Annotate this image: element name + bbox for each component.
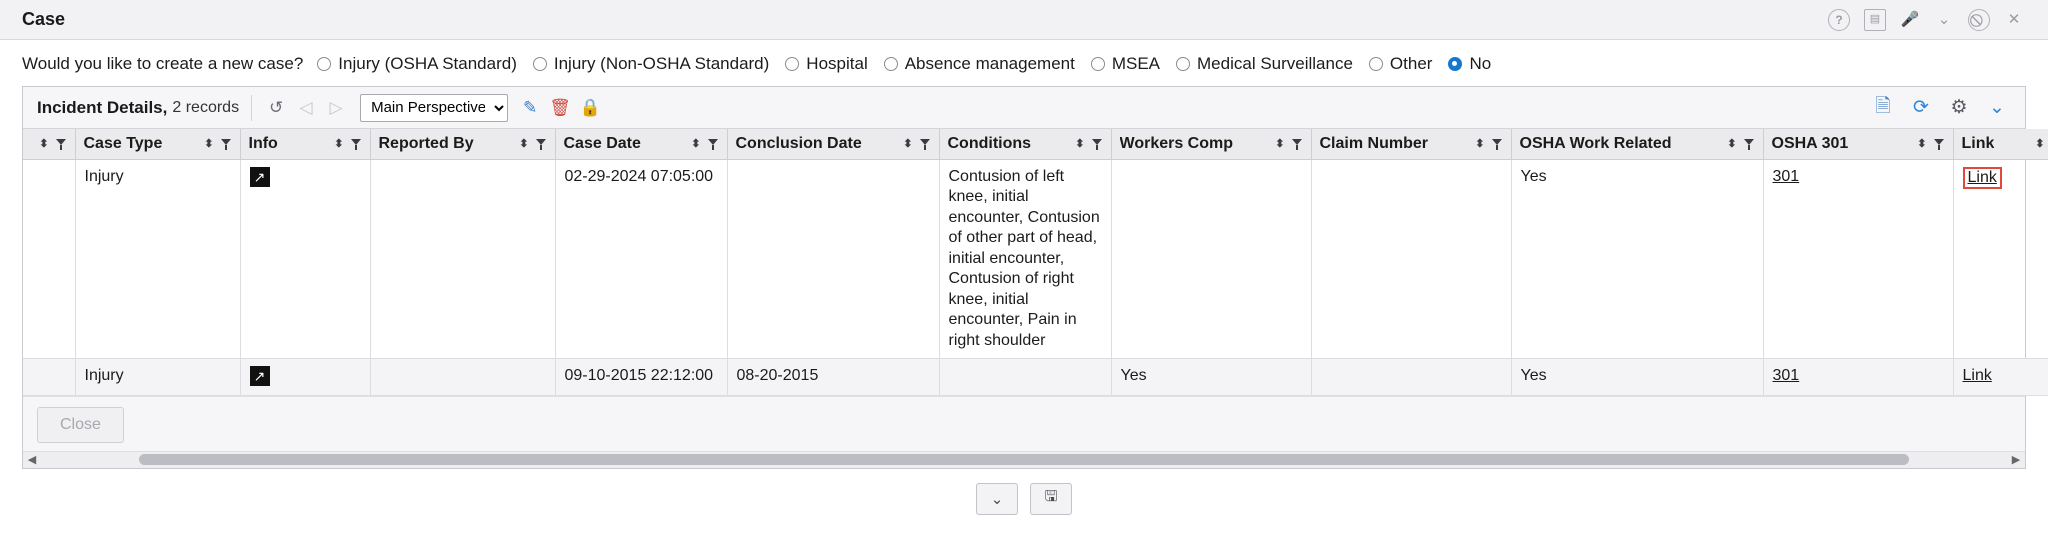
column-label: OSHA Work Related — [1519, 135, 1672, 152]
new-case-question-row — [0, 40, 2048, 86]
radio-option-hospital[interactable] — [785, 54, 867, 74]
cell-osha-301[interactable] — [1763, 359, 1953, 395]
perspective-select[interactable] — [360, 94, 508, 122]
table-row[interactable] — [23, 359, 2048, 395]
cell-case-date: 09-10-2015 22:12:00 — [555, 359, 727, 395]
column-header-conditions[interactable] — [939, 129, 1111, 160]
note-icon[interactable]: ▤ — [1864, 9, 1886, 31]
header-icons[interactable] — [691, 139, 718, 150]
sort-icon[interactable]: ⬍ — [1727, 137, 1737, 150]
radio-label: Medical Surveillance — [1197, 54, 1353, 73]
cell-info[interactable] — [240, 160, 370, 359]
header-icons[interactable] — [1727, 139, 1754, 150]
cell-reported-by — [370, 359, 555, 395]
new-case-question-label: Would you like to create a new case? — [22, 54, 304, 73]
window-controls — [1828, 9, 2038, 31]
collapse-icon[interactable]: ⌄ — [1937, 11, 1951, 28]
column-label: Workers Comp — [1119, 135, 1234, 152]
radio-button[interactable] — [533, 57, 547, 71]
column-header-info[interactable] — [240, 129, 370, 160]
cell-case-type: Injury — [75, 160, 240, 359]
case-link[interactable]: Link — [1962, 367, 1992, 385]
radio-button-selected[interactable] — [1448, 57, 1462, 71]
cell-conclusion-date: 08-20-2015 — [727, 359, 939, 395]
radio-option-medical-surveillance[interactable] — [1176, 54, 1353, 74]
incident-details-table — [23, 129, 2048, 396]
osha-301-link[interactable]: 301 — [1772, 367, 1800, 385]
radio-option-injury-non-osha[interactable] — [533, 54, 769, 74]
microphone-icon[interactable]: 🎤 — [1900, 11, 1920, 28]
close-button[interactable]: Close — [37, 407, 124, 443]
column-header-case-type[interactable] — [75, 129, 240, 160]
radio-label: Injury (OSHA Standard) — [338, 54, 517, 73]
radio-button[interactable] — [884, 57, 898, 71]
filter-icon[interactable] — [1292, 139, 1303, 150]
sort-icon[interactable]: ⬍ — [334, 137, 344, 150]
filter-icon[interactable] — [221, 139, 232, 150]
radio-button[interactable] — [1176, 57, 1190, 71]
column-header-link[interactable] — [1953, 129, 2048, 160]
save-icon[interactable]: 🖫 — [1030, 483, 1072, 515]
scroll-left-arrow[interactable]: ◀ — [27, 454, 37, 467]
column-label: Link — [1961, 135, 1995, 152]
bottom-action-bar — [0, 469, 2048, 515]
sort-icon[interactable]: ⬍ — [519, 137, 529, 150]
filter-icon[interactable] — [1092, 139, 1103, 150]
case-link[interactable]: Link — [1967, 169, 1997, 186]
column-label: Claim Number — [1319, 135, 1428, 152]
window-title: Case — [22, 9, 66, 29]
toolbar-separator — [251, 95, 252, 121]
radio-label: No — [1469, 54, 1492, 73]
header-icons[interactable] — [1075, 139, 1102, 150]
column-header-workers-comp[interactable] — [1111, 129, 1311, 160]
lock-icon[interactable]: 🔒 — [579, 97, 601, 117]
header-icons[interactable] — [903, 139, 930, 150]
grid-record-count: 2 records — [172, 98, 240, 116]
cell-conditions — [939, 359, 1111, 395]
radio-option-absence-management[interactable] — [884, 54, 1075, 74]
radio-button[interactable] — [1091, 57, 1105, 71]
grid-footer — [23, 396, 2025, 451]
trash-icon[interactable]: 🗑 — [549, 97, 571, 117]
radio-label: Injury (Non-OSHA Standard) — [553, 54, 770, 73]
cell-case-date: 02-29-2024 07:05:00 — [555, 160, 727, 359]
filter-icon[interactable] — [1934, 139, 1945, 150]
grid-toolbar — [23, 87, 2025, 129]
filter-icon[interactable] — [56, 139, 67, 150]
scroll-right-arrow[interactable]: ▶ — [2011, 454, 2021, 467]
cell-osha-work-related: Yes — [1511, 359, 1763, 395]
cell-conclusion-date — [727, 160, 939, 359]
grid-title: Incident Details, — [37, 97, 168, 117]
header-icons[interactable] — [334, 139, 361, 150]
sort-icon[interactable]: ⬍ — [903, 137, 913, 150]
chevron-double-down-icon[interactable]: ⌄ — [976, 483, 1018, 515]
window-titlebar — [0, 0, 2048, 40]
sort-icon[interactable]: ⬍ — [1275, 137, 1285, 150]
filter-icon[interactable] — [708, 139, 719, 150]
column-label: Info — [248, 135, 278, 152]
header-icons[interactable] — [1917, 139, 1944, 150]
close-icon[interactable]: ✕ — [2007, 11, 2021, 28]
radio-button[interactable] — [785, 57, 799, 71]
column-label: Conditions — [947, 135, 1032, 152]
cell-osha-work-related: Yes — [1511, 160, 1763, 359]
radio-label: Hospital — [806, 54, 868, 73]
column-label: Case Type — [83, 135, 163, 152]
sort-icon[interactable]: ⬍ — [691, 137, 701, 150]
radio-option-msea[interactable] — [1091, 54, 1160, 74]
column-label: Conclusion Date — [735, 135, 862, 152]
gear-icon[interactable]: ⚙ — [1950, 97, 1968, 118]
column-header-osha-301[interactable] — [1763, 129, 1953, 160]
table-row[interactable] — [23, 160, 2048, 359]
scrollbar-thumb[interactable] — [139, 454, 1908, 465]
link-highlight-box — [1963, 167, 2002, 189]
block-icon[interactable] — [1968, 9, 1990, 31]
filter-icon[interactable] — [536, 139, 547, 150]
column-header-conclusion-date[interactable] — [727, 129, 939, 160]
sort-icon[interactable]: ⬍ — [1475, 137, 1485, 150]
filter-icon[interactable] — [351, 139, 362, 150]
horizontal-scrollbar[interactable] — [23, 451, 2025, 468]
cell-osha-301[interactable] — [1763, 160, 1953, 359]
filter-icon[interactable] — [1492, 139, 1503, 150]
radio-label: Absence management — [904, 54, 1075, 73]
scrollbar-track[interactable] — [41, 454, 2007, 465]
header-icons[interactable] — [1475, 139, 1502, 150]
document-icon[interactable]: 🗎 — [1875, 95, 1891, 117]
cell-info[interactable] — [240, 359, 370, 395]
cell-claim-number — [1311, 359, 1511, 395]
sort-icon[interactable]: ⬍ — [1917, 137, 1927, 150]
cell-claim-number — [1311, 160, 1511, 359]
header-icons[interactable] — [39, 139, 66, 150]
cell-select[interactable] — [23, 160, 75, 359]
help-icon[interactable]: ? — [1828, 9, 1850, 31]
expand-icon[interactable]: ↗ — [250, 366, 270, 386]
column-label: Reported By — [378, 135, 474, 152]
radio-button[interactable] — [1369, 57, 1383, 71]
sort-icon[interactable]: ⬍ — [204, 137, 214, 150]
filter-icon[interactable] — [920, 139, 931, 150]
cell-case-type: Injury — [75, 359, 240, 395]
header-icons[interactable] — [1275, 139, 1302, 150]
cell-link[interactable] — [1953, 160, 2048, 359]
cell-reported-by — [370, 160, 555, 359]
cell-link[interactable] — [1953, 359, 2048, 395]
cell-workers-comp — [1111, 160, 1311, 359]
header-icons[interactable] — [2035, 139, 2048, 150]
radio-option-injury-osha[interactable] — [317, 54, 517, 74]
radio-button[interactable] — [317, 57, 331, 71]
column-label: OSHA 301 — [1771, 135, 1849, 152]
radio-option-no[interactable] — [1448, 54, 1491, 74]
chevron-double-down-icon[interactable]: ⌄ — [1989, 97, 2005, 118]
cell-select[interactable] — [23, 359, 75, 395]
osha-301-link[interactable]: 301 — [1772, 168, 1800, 185]
incident-details-panel — [22, 86, 2045, 469]
refresh-icon[interactable]: ⟳ — [1913, 97, 1929, 118]
pencil-icon[interactable]: ✎ — [522, 97, 538, 117]
undo-icon[interactable]: ↺ — [268, 97, 284, 117]
column-header-select[interactable] — [23, 129, 75, 160]
radio-label: MSEA — [1111, 54, 1161, 73]
column-header-case-date[interactable] — [555, 129, 727, 160]
header-icons[interactable] — [519, 139, 546, 150]
column-header-osha-work-related[interactable] — [1511, 129, 1763, 160]
radio-label: Other — [1389, 54, 1433, 73]
sort-icon[interactable]: ⬍ — [2035, 137, 2045, 150]
sort-icon[interactable]: ⬍ — [39, 137, 49, 150]
cell-workers-comp: Yes — [1111, 359, 1311, 395]
column-header-claim-number[interactable] — [1311, 129, 1511, 160]
grid-toolbar-right — [1871, 96, 2013, 120]
header-icons[interactable] — [204, 139, 231, 150]
filter-icon[interactable] — [1744, 139, 1755, 150]
table-header-row — [23, 129, 2048, 160]
sort-icon[interactable]: ⬍ — [1075, 137, 1085, 150]
expand-icon[interactable]: ↗ — [250, 167, 270, 187]
radio-option-other[interactable] — [1369, 54, 1433, 74]
column-header-reported-by[interactable] — [370, 129, 555, 160]
column-label: Case Date — [563, 135, 641, 152]
forward-icon: ▷ — [329, 97, 343, 117]
back-icon: ◁ — [299, 97, 313, 117]
cell-conditions: Contusion of left knee, initial encounter, Contusion of other part of head, initial encounter, Contusion of right knee, initial encounter, Pain in right shoulder — [939, 160, 1111, 359]
